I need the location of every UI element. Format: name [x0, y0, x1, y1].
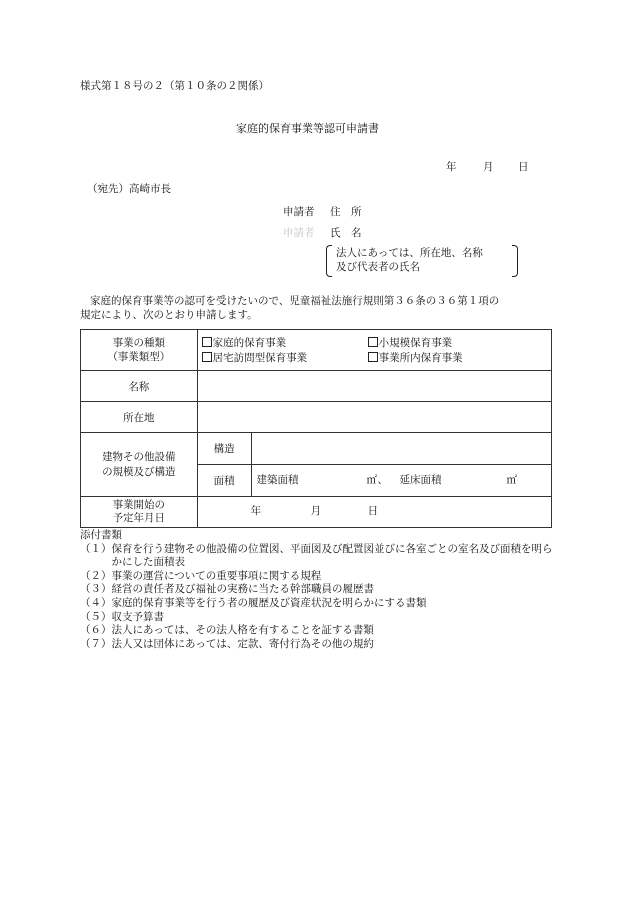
option-label: 居宅訪問型保育事業	[212, 351, 308, 364]
list-item	[80, 570, 560, 584]
option-label: 家庭的保育事業	[212, 336, 287, 349]
attachments-heading: 添付書類	[80, 529, 122, 541]
business-type-options	[197, 330, 551, 371]
item-number: （３）	[80, 583, 112, 596]
building-area-label: 建築面積	[256, 473, 299, 486]
list-item	[80, 638, 560, 652]
item-number: （７）	[80, 637, 112, 650]
item-text: 法人又は団体にあっては、定款、寄付行為その他の規約	[111, 637, 374, 650]
name-field[interactable]	[197, 371, 551, 402]
item-text: 収支予算書	[111, 610, 164, 623]
location-label: 所在地	[81, 402, 198, 433]
date-month-label: 月	[483, 161, 494, 173]
floor-area-unit: ㎡	[506, 473, 518, 486]
start-year-label: 年	[250, 505, 262, 517]
applicant-label: 申請者	[283, 206, 315, 218]
name-label: 名称	[81, 371, 198, 402]
area-fields	[251, 465, 551, 497]
corporate-note-line1: 法人にあっては、所在地、名称	[336, 247, 483, 259]
item-text: 保育を行う建物その他設備の位置図、平面図及び配置図並びに各室ごとの室名及び面積を明らかにした面積表	[111, 542, 553, 569]
intro-line-2: 規定により、次のとおり申請します。	[80, 309, 258, 321]
floor-area-label: 延床面積	[399, 473, 442, 486]
facility-label	[81, 433, 198, 497]
item-number: （６）	[80, 624, 112, 637]
corporate-note-line2: 及び代表者の氏名	[336, 261, 420, 273]
area-separator: 、	[377, 473, 389, 486]
business-type-label	[81, 330, 198, 371]
item-number: （２）	[80, 569, 112, 582]
date-year-label: 年	[446, 161, 457, 173]
start-date-label-2: 予定年月日	[112, 512, 166, 524]
building-area-input[interactable]	[312, 468, 362, 494]
addressee: （宛先）高崎市長	[87, 183, 171, 195]
corporate-note	[326, 245, 518, 277]
left-bracket	[326, 245, 332, 277]
start-month-label: 月	[310, 505, 322, 517]
structure-field[interactable]	[251, 433, 551, 465]
start-date-label-1: 事業開始の	[112, 499, 166, 511]
item-number: （５）	[80, 610, 112, 623]
area-label: 面積	[197, 465, 251, 497]
option-label: 小規模保育事業	[378, 336, 453, 349]
business-type-label-1: 事業の種類	[112, 337, 166, 349]
item-number: （１）	[80, 542, 112, 555]
item-text: 家庭的保育事業等を行う者の履歴及び資産状況を明らかにする書類	[111, 596, 427, 609]
intro-line-1: 家庭的保育事業等の認可を受けたいので、児童福祉法施行規則第３６条の３６第１項の	[90, 295, 500, 307]
item-text: 法人にあっては、その法人格を有することを証する書類	[111, 624, 374, 637]
location-field[interactable]	[197, 402, 551, 433]
checkbox[interactable]	[202, 352, 212, 362]
checkbox[interactable]	[368, 337, 378, 347]
date-day-label: 日	[518, 161, 529, 173]
option-label: 事業所内保育事業	[378, 351, 463, 364]
item-text: 事業の運営についての重要事項に関する規程	[111, 569, 322, 582]
start-date-field[interactable]	[197, 497, 551, 528]
option-home-visit[interactable]	[202, 351, 368, 365]
checkbox[interactable]	[202, 337, 212, 347]
option-home-based[interactable]	[202, 336, 368, 350]
option-workplace[interactable]	[368, 351, 551, 365]
business-type-label-2: （事業類型）	[107, 351, 171, 363]
row-start-date	[81, 497, 552, 528]
building-area-unit: ㎡	[366, 473, 378, 486]
facility-label-2: の規模及び構造	[102, 465, 176, 478]
form-number: 様式第１８号の２（第１０条の２関係）	[80, 80, 269, 92]
row-name	[81, 371, 552, 402]
attachments-list	[80, 529, 560, 651]
floor-area-input[interactable]	[452, 468, 502, 494]
start-day-label: 日	[367, 505, 379, 517]
row-business-type	[81, 330, 552, 371]
item-text: 経営の責任者及び福祉の実務に当たる幹部職員の履歴書	[111, 583, 374, 596]
list-item	[80, 611, 560, 625]
facility-label-1: 建物その他設備	[102, 450, 176, 463]
list-item	[80, 583, 560, 597]
checkbox[interactable]	[368, 352, 378, 362]
row-structure	[81, 433, 552, 465]
applicant-name-label: 氏 名	[330, 227, 362, 239]
applicant-label-faded: 申請者	[283, 227, 315, 239]
application-table	[80, 329, 552, 528]
page-title: 家庭的保育事業等認可申請書	[236, 122, 379, 135]
list-item	[80, 597, 560, 611]
intro-paragraph	[80, 294, 552, 322]
list-item	[80, 624, 560, 638]
item-number: （４）	[80, 596, 112, 609]
structure-label: 構造	[197, 433, 251, 465]
start-date-label	[81, 497, 198, 528]
applicant-address-label: 住 所	[330, 206, 362, 218]
row-location	[81, 402, 552, 433]
list-item	[80, 543, 560, 570]
option-small-scale[interactable]	[368, 336, 551, 350]
right-bracket	[512, 245, 518, 277]
